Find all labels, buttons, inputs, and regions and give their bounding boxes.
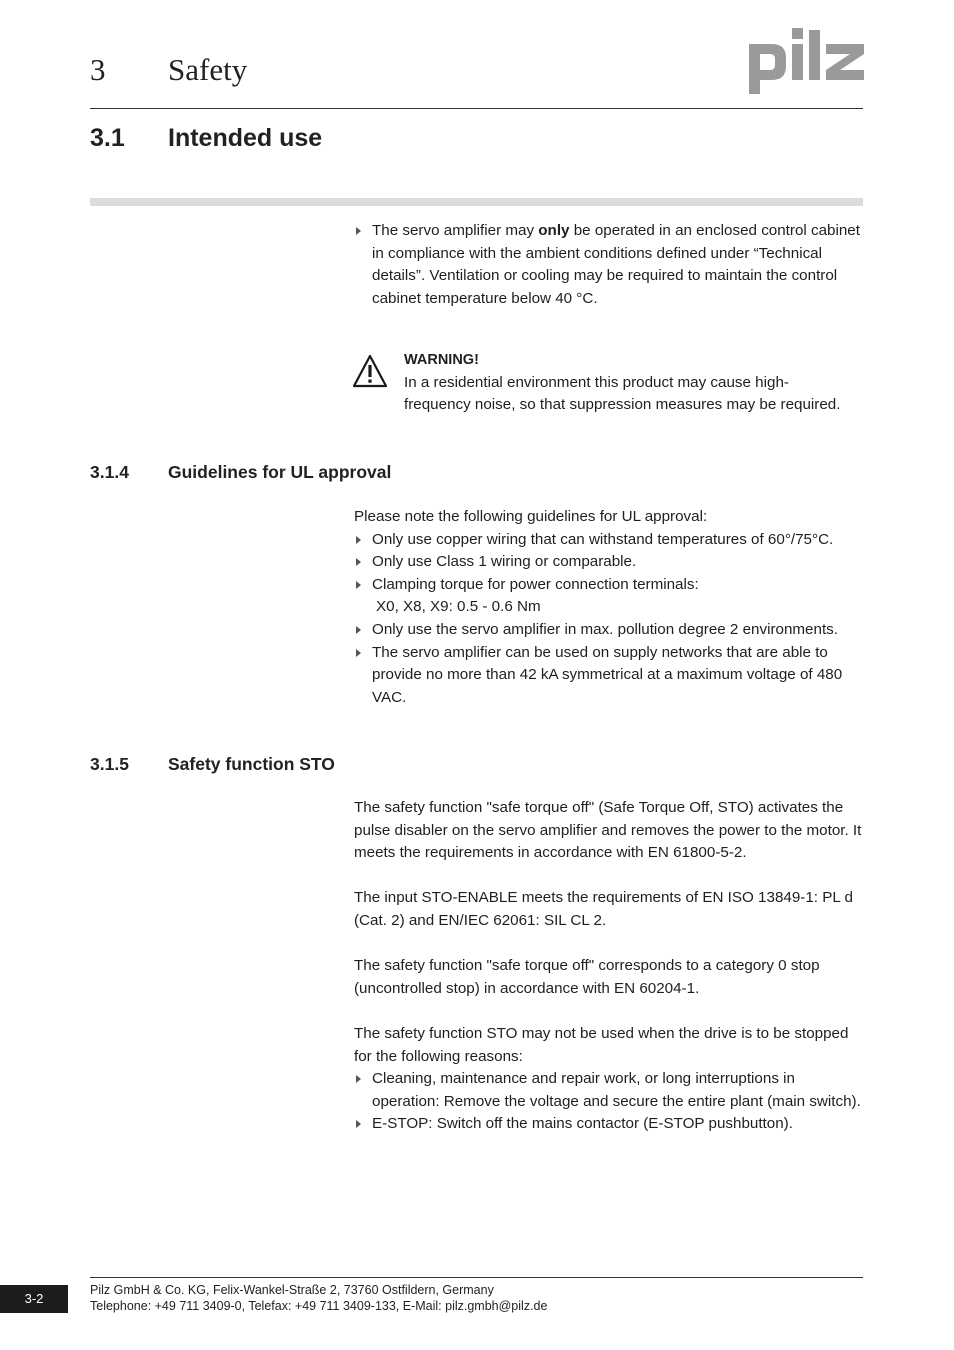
subsection-title-ul: Guidelines for UL approval [168,462,392,482]
list-item: The servo amplifier can be used on supply networks that are able to provide no more than 42 kA symmetrical at a maximum voltage of 480 VAC. [354,642,866,710]
sto-paragraph: The safety function "safe torque off" (Safe Torque Off, STO) activates the pulse disabler on the servo amplifier and removes the power to the motor. It meets the requirements in accordance with EN 61800-5-2. [354,799,862,862]
sto-content [354,797,866,1136]
subsection-title-sto: Safety function STO [168,754,335,774]
chapter-title: Safety [168,52,248,87]
sto-list [354,1068,866,1136]
subsection-number-sto: 3.1.5 [90,754,129,774]
list-item: Cleaning, maintenance and repair work, or long interruptions in operation: Remove the voltage and secure the entire plant (main switch). [354,1068,866,1113]
section-divider-bar [90,198,863,206]
footer-address [90,1282,547,1314]
list-item: Only use Class 1 wiring or comparable. [354,551,866,574]
chapter-number: 3 [90,52,106,87]
sto-paragraph: The input STO-ENABLE meets the requirements of EN ISO 13849-1: PL d (Cat. 2) and EN/IEC 62061: SIL CL 2. [354,889,853,929]
footer-rule [90,1277,863,1278]
ul-guidelines [354,506,866,709]
list-item-text: Clamping torque for power connection terminals: [372,575,699,593]
warning-text: In a residential environment this product may cause high-frequency noise, so that suppression measures may be required. [404,373,841,414]
list-item-subtext: X0, X8, X9: 0.5 - 0.6 Nm [376,598,541,616]
list-item: Only use the servo amplifier in max. pollution degree 2 environments. [354,619,866,642]
pilz-logo [748,28,866,101]
header-rule [90,108,863,109]
sto-paragraph: The safety function STO may not be used when the drive is to be stopped for the following reasons: [354,1024,849,1065]
section-title: Intended use [168,124,323,152]
section-number: 3.1 [90,124,125,152]
warning-box [404,349,854,417]
pilz-logo-graphic [748,28,866,96]
bullet-text-bold: only [538,222,570,239]
list-item [354,220,866,310]
intended-use-list [354,220,866,310]
ul-intro: Please note the following guidelines for UL approval: [354,508,708,525]
footer-line-2: Telephone: +49 711 3409-0, Telefax: +49 711 3409-133, E-Mail: pilz.gmbh@pilz.de [90,1299,548,1313]
warning-title: WARNING! [404,352,479,368]
page-number: 3-2 [0,1285,68,1313]
bullet-text-post: be operated in an enclosed control cabinet in compliance with the ambient conditions defined under “Technical details”. Ventilation or cooling may be required to maintain the control cabinet temperature below 40 °C. [372,222,860,307]
footer-line-1: Pilz GmbH & Co. KG, Felix-Wankel-Straße 2, 73760 Ostfildern, Germany [90,1283,494,1297]
warning-triangle-icon [352,353,388,394]
subsection-number-ul: 3.1.4 [90,462,129,482]
bullet-text-pre: The servo amplifier may [372,222,539,239]
ul-list [354,529,866,710]
sto-paragraph: The safety function "safe torque off" corresponds to a category 0 stop (uncontrolled stop) in accordance with EN 60204-1. [354,957,820,997]
list-item: Only use copper wiring that can withstand temperatures of 60°/75°C. [354,529,866,552]
list-item: E-STOP: Switch off the mains contactor (E-STOP pushbutton). [354,1113,866,1136]
list-item [354,574,866,619]
